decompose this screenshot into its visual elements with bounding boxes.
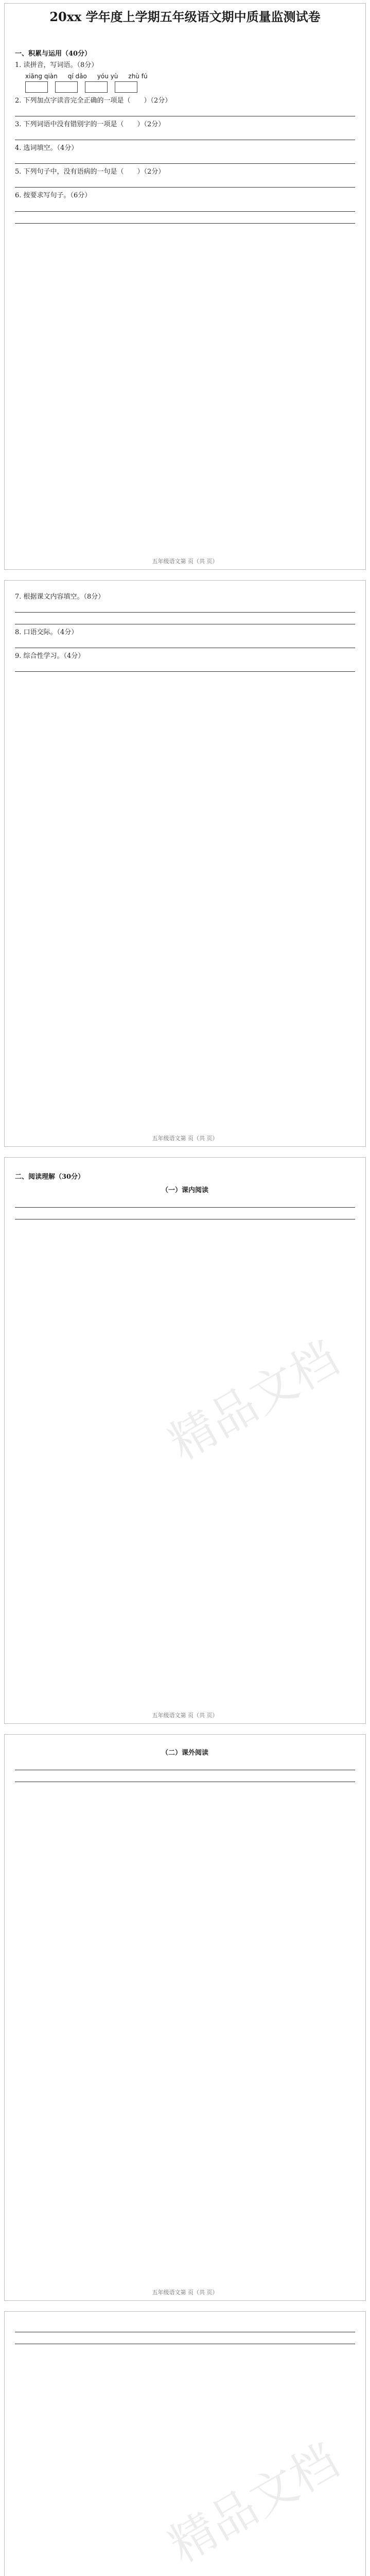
sheet-content	[15, 591, 355, 675]
answer-line[interactable]	[15, 131, 355, 140]
sheet-content	[15, 2322, 355, 2347]
answer-line[interactable]	[15, 179, 355, 188]
exam-sheet-4	[4, 1734, 366, 2301]
answer-box[interactable]	[115, 81, 137, 93]
answer-line[interactable]	[15, 108, 355, 116]
reading-title: （一）课内阅读	[161, 1187, 208, 1195]
section-heading: 一、积累与运用（40分）	[15, 50, 92, 58]
answer-line[interactable]	[15, 604, 355, 613]
pinyin: xiāng qiàn	[25, 73, 58, 80]
answer-box[interactable]	[85, 81, 108, 93]
exam-title: 20xx 学年度上学期五年级语文期中质量监测试卷	[49, 9, 321, 24]
answer-line[interactable]	[15, 2324, 355, 2332]
answer-line[interactable]	[15, 1761, 355, 1770]
answer-line[interactable]	[15, 616, 355, 624]
answer-line[interactable]	[15, 1211, 355, 1219]
answer-line[interactable]	[15, 1199, 355, 1208]
exam-sheet-3	[4, 1157, 366, 1724]
question: 9. 综合性学习。（4分）	[15, 652, 85, 660]
exam-sheet-5	[4, 2311, 366, 2576]
question: 6. 按要求写句子。（6分）	[15, 192, 92, 200]
question: 7. 根据课文内容填空。（8分）	[15, 593, 105, 601]
answer-boxes	[25, 81, 355, 93]
question: 5. 下列句子中，没有语病的一句是（ ）（2分）	[15, 168, 165, 176]
watermark: 精品文档	[160, 2433, 348, 2573]
question: 3. 下列词语中没有错别字的一项是（ ）（2分）	[15, 121, 165, 129]
question: 1. 读拼音，写词语。（8分）	[15, 61, 98, 70]
sheet-footer: 五年级语文第 页（共 页）	[152, 1135, 218, 1142]
sheet-content	[15, 45, 355, 227]
answer-line[interactable]	[15, 663, 355, 672]
sheet-footer: 五年级语文第 页（共 页）	[152, 1712, 218, 1719]
exam-sheet-1	[4, 3, 366, 570]
pinyin: zhù fú	[128, 73, 148, 80]
watermark: 精品文档	[160, 1331, 348, 1471]
answer-line[interactable]	[15, 1773, 355, 1782]
answer-line[interactable]	[15, 155, 355, 164]
reading-title: （二）课外阅读	[161, 1749, 208, 1757]
answer-box[interactable]	[25, 81, 48, 93]
pinyin: qí dǎo	[67, 73, 87, 80]
pinyin: yóu yù	[97, 73, 118, 80]
exam-sheet-2	[4, 580, 366, 1147]
sheet-footer: 五年级语文第 页（共 页）	[152, 2289, 218, 2296]
answer-line[interactable]	[15, 203, 355, 212]
answer-box[interactable]	[55, 81, 78, 93]
answer-line[interactable]	[15, 215, 355, 224]
sheet-content	[15, 1168, 355, 1223]
sheet-footer: 五年级语文第 页（共 页）	[152, 558, 218, 565]
sheet-content	[15, 1745, 355, 1785]
question: 4. 选词填空。（4分）	[15, 144, 78, 152]
section-heading: 二、阅读理解（30分）	[15, 1173, 85, 1181]
answer-line[interactable]	[15, 639, 355, 648]
pinyin-row	[25, 72, 355, 81]
question: 2. 下列加点字读音完全正确的一项是（ ）（2分）	[15, 96, 172, 105]
answer-line[interactable]	[15, 2335, 355, 2344]
question: 8. 口语交际。（4分）	[15, 629, 78, 637]
